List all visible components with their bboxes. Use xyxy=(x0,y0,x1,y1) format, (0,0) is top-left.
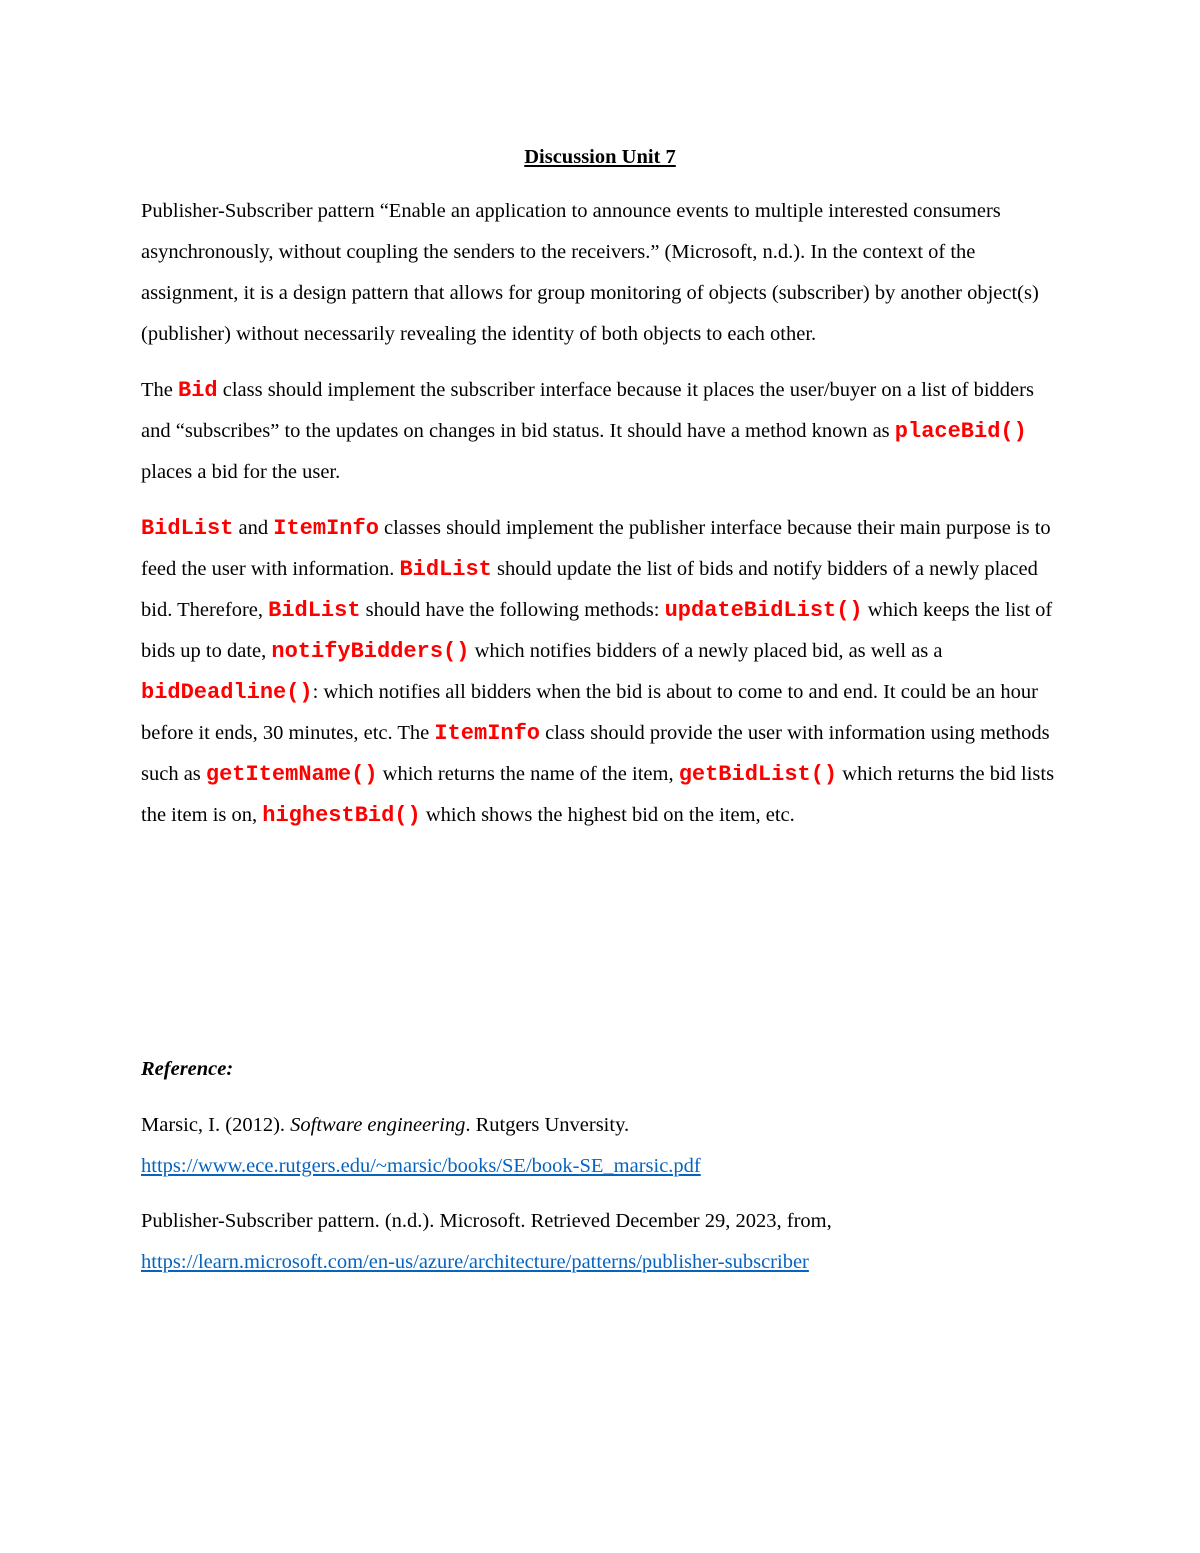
code-identifier: Bid xyxy=(178,378,218,403)
paragraph-text: class should provide the user with information using methods such as xyxy=(141,722,1050,785)
paragraph-text: which returns the name of the item, xyxy=(377,763,679,785)
paragraph-text: The xyxy=(141,379,178,401)
paragraph-bid-class xyxy=(141,370,1059,493)
code-identifier: ItemInfo xyxy=(434,721,541,746)
code-identifier: bidDeadline() xyxy=(141,680,313,705)
paragraph-publisher-classes xyxy=(141,508,1059,836)
reference-heading: Reference: xyxy=(141,1058,234,1080)
reference-publisher: . Rutgers Unversity. xyxy=(465,1114,630,1136)
code-identifier: BidList xyxy=(141,516,234,541)
code-identifier: ItemInfo xyxy=(273,516,379,541)
code-identifier: getItemName() xyxy=(205,762,378,787)
paragraph-text: Publisher-Subscriber pattern “Enable an application to announce events to multiple interested consumers asynchronously, without coupling the senders to the receivers.” (Microsoft, n.d.). In the context of the assignment, it is a design pattern that allows for group monitoring of objects (subscriber) by another object(s) (publisher) without necessarily revealing the identity of both objects to each other. xyxy=(141,200,1039,345)
paragraph-text: which notifies bidders of a newly placed bid, as well as a xyxy=(469,640,943,662)
reference-text: Publisher-Subscriber pattern. (n.d.). Microsoft. Retrieved December 29, 2023, from, xyxy=(141,1210,832,1232)
code-identifier: highestBid() xyxy=(262,803,421,828)
paragraph-text: which keeps the list of bids up to date, xyxy=(141,599,1053,662)
paragraph-text: which shows the highest bid on the item, etc. xyxy=(420,804,795,826)
paragraph-text: class should implement the subscriber interface because it places the user/buyer on a list of bidders and “subscribes” to the updates on changes in bid status. It should have a method known as xyxy=(141,379,1034,442)
paragraph-intro xyxy=(141,191,1059,355)
reference-entry xyxy=(141,1201,1091,1283)
reference-title: Software engineering xyxy=(290,1114,466,1136)
paragraph-text: which returns the bid lists the item is on, xyxy=(141,763,1055,826)
document-title: Discussion Unit 7 xyxy=(524,146,676,168)
paragraph-text: places a bid for the user. xyxy=(141,461,341,483)
reference-entry xyxy=(141,1105,1091,1187)
paragraph-text: : which notifies all bidders when the bid is about to come to and end. It could be an hour before it ends, 30 minutes, etc. The xyxy=(141,681,1038,744)
reference-link[interactable]: https://www.ece.rutgers.edu/~marsic/books/SE/book-SE_marsic.pdf xyxy=(141,1155,701,1177)
document-body xyxy=(141,138,1059,836)
code-identifier: updateBidList() xyxy=(664,598,863,623)
code-identifier: placeBid() xyxy=(894,419,1027,444)
paragraph-text: should update the list of bids and notify bidders of a newly placed bid. Therefore, xyxy=(141,558,1038,621)
reference-text: Marsic, I. (2012). xyxy=(141,1114,291,1136)
reference-link[interactable]: https://learn.microsoft.com/en-us/azure/architecture/patterns/publisher-subscriber xyxy=(141,1251,809,1273)
paragraph-text: classes should implement the publisher interface because their main purpose is to feed the user with information. xyxy=(141,517,1051,580)
paragraph-text: and xyxy=(233,517,274,539)
code-identifier: getBidList() xyxy=(678,762,838,787)
code-identifier: BidList xyxy=(399,557,492,582)
paragraph-text: should have the following methods: xyxy=(360,599,665,621)
code-identifier: notifyBidders() xyxy=(271,639,470,664)
code-identifier: BidList xyxy=(268,598,361,623)
